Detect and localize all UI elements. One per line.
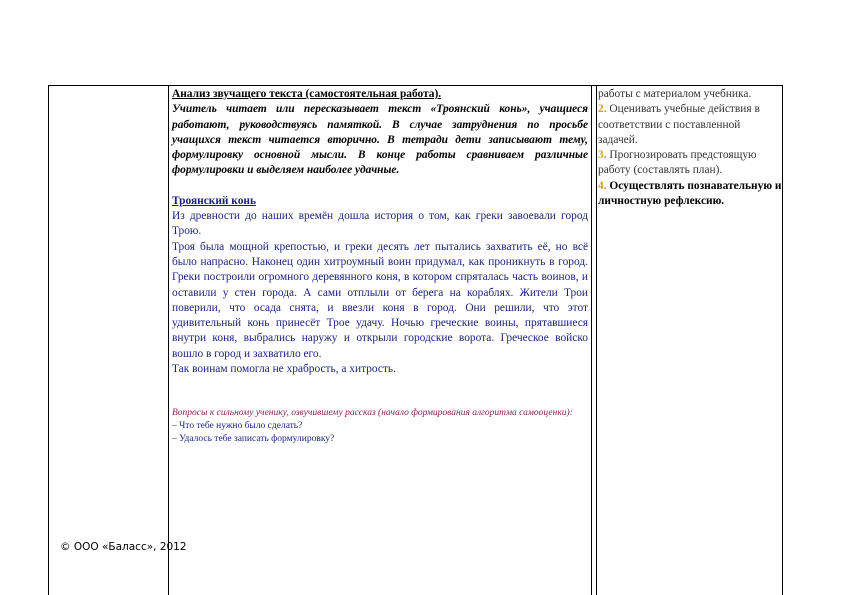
story-paragraph: Из древности до наших времён дошла история о том, как греки завоевали город Трою. xyxy=(172,210,588,238)
outcome-item xyxy=(598,148,782,179)
story-title: Троянский конь xyxy=(172,194,256,207)
story-text xyxy=(172,209,588,377)
section-heading: Анализ звучащего текста (самостоятельная работа). xyxy=(172,88,442,100)
story-paragraph: Троя была мощной крепостью, и греки десять лет пытались захватить её, но всё было напрасно. Наконец один хитроумный воин придумал, как проникнуть в город. Греки построили огромного деревянного коня, в котором спряталась часть воинов, и оставили у стен города. А сами отплыли от берега на кораблях. Жители Трои поверили, что осада снята, и ввезли коня в город. Они решили, что этот удивительный конь принесёт Трое удачу. Ночью греческие воины, прятавшиеся внутри коня, выбрались наружу и открыли городские ворота. Греческое войско вошло в город и захватило его. xyxy=(172,240,588,360)
story-paragraph: Так воинам помогла не храбрость, а хитрость. xyxy=(172,363,396,376)
copyright-footer: © ООО «Баласс», 2012 xyxy=(60,541,187,553)
questions-intro: Вопросы к сильному ученику, озвучившему рассказ (начало формирования алгоритма самооценки): xyxy=(172,408,573,419)
outcome-number: 2. xyxy=(598,103,607,116)
outcome-item xyxy=(598,102,782,148)
outcome-item xyxy=(598,179,782,210)
outcome-text: Оценивать учебные действия в соответствии с поставленной задачей. xyxy=(598,103,760,146)
questions-block xyxy=(172,407,588,446)
table-left-border xyxy=(48,85,49,595)
learning-outcomes-cell xyxy=(598,87,782,209)
outcome-number: 4. xyxy=(598,179,607,192)
table-column-divider-3 xyxy=(596,85,597,595)
table-column-divider-1 xyxy=(168,85,169,595)
table-right-border xyxy=(782,85,783,595)
outcome-continuation: работы с материалом учебника. xyxy=(598,88,752,100)
table-top-border xyxy=(48,85,783,86)
question-item: – Что тебе нужно было сделать? xyxy=(172,421,303,432)
outcome-text: Осуществлять познавательную и личностную рефлексию. xyxy=(598,179,782,208)
outcome-number: 3. xyxy=(598,149,607,162)
lesson-content-cell xyxy=(172,87,588,446)
teacher-instruction: Учитель читает или пересказывает текст «Троянский конь», учащиеся работают, руководствуясь памяткой. В случае затруднения по просьбе учащихся текст читается вторично. В тетради дети записывают тему, формулировку основной мысли. В конце работы сравниваем различные формулировки и выделяем наиболее удачные. xyxy=(172,103,588,177)
question-item: – Удалось тебе записать формулировку? xyxy=(172,434,335,445)
table-column-divider-2 xyxy=(591,85,592,595)
outcome-text: Прогнозировать предстоящую работу (составлять план). xyxy=(598,149,757,177)
